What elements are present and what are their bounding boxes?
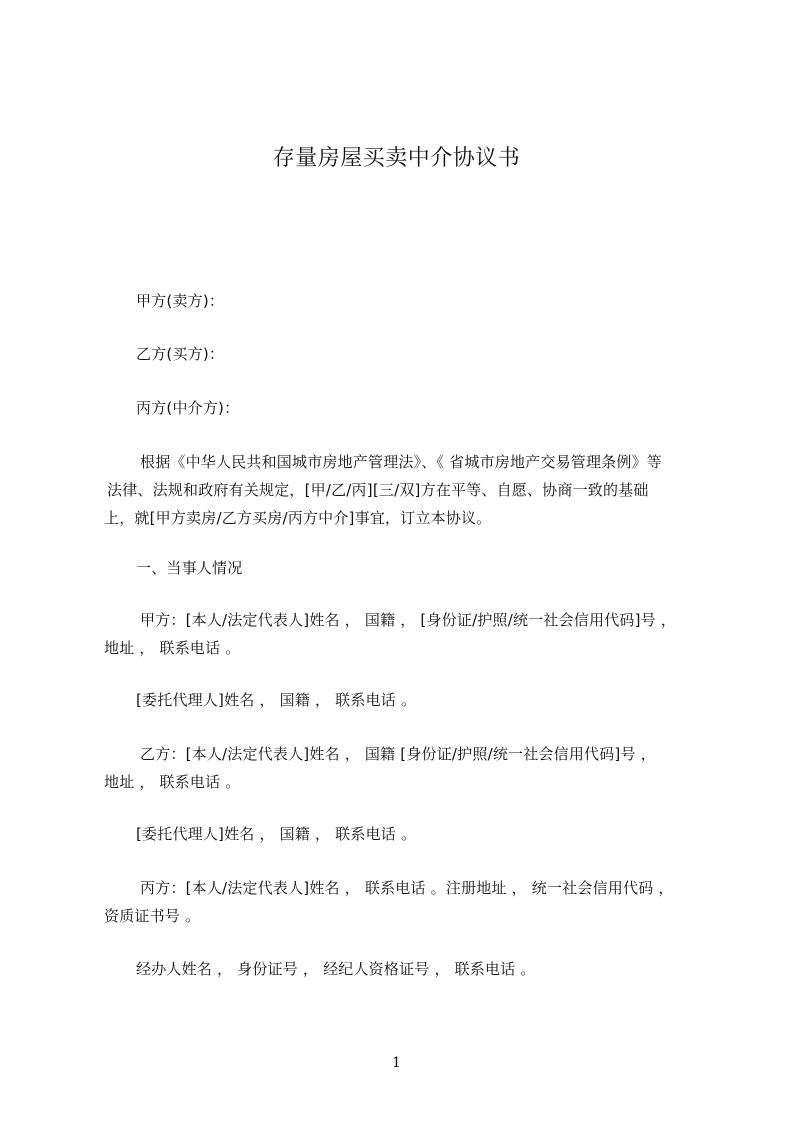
party-b-agent-info: [委托代理人]姓名 ， 国籍 ， 联系电话 。 [136, 825, 417, 843]
party-c-label: 丙方(中介方)： [136, 399, 240, 417]
preamble-line-3: 上，就[甲方卖房/乙方买房/丙方中介]事宜，订立本协议。 [104, 509, 492, 527]
party-c-info-line-2: 资质证书号 。 [104, 907, 201, 925]
party-c-info-line-1: 丙方：[本人/法定代表人]姓名 ， 联系电话 。注册地址 ， 统一社会信用代码 ， [140, 879, 674, 897]
party-b-info-line-1: 乙方：[本人/法定代表人]姓名 ， 国籍 [身份证/护照/统一社会信用代码]号 ， [140, 745, 656, 763]
party-a-label: 甲方(卖方)： [136, 292, 225, 310]
party-b-info-line-2: 地址 ， 联系电话 。 [104, 773, 241, 791]
party-a-info-line-1: 甲方：[本人/法定代表人]姓名 ， 国籍 ， [身份证/护照/统一社会信用代码]号 ， [140, 611, 677, 629]
preamble-line-2: 法律、法规和政府有关规定，[甲/乙/丙][三/双]方在平等、自愿、协商一致的基础 [107, 481, 649, 499]
handler-info: 经办人姓名 ， 身份证号 ， 经纪人资格证号 ， 联系电话 。 [136, 960, 536, 978]
section-heading-parties: 一、当事人情况 [136, 559, 243, 577]
preamble-line-1: 根据《中华人民共和国城市房地产管理法》、《 省城市房地产交易管理条例》等 [140, 453, 662, 471]
party-b-label: 乙方(买方)： [136, 345, 225, 363]
page-number: 1 [392, 1055, 401, 1071]
party-a-info-line-2: 地址 ， 联系电话 。 [104, 639, 241, 657]
document-title: 存量房屋买卖中介协议书 [272, 146, 521, 171]
party-a-agent-info: [委托代理人]姓名 ， 国籍 ， 联系电话 。 [136, 691, 417, 709]
